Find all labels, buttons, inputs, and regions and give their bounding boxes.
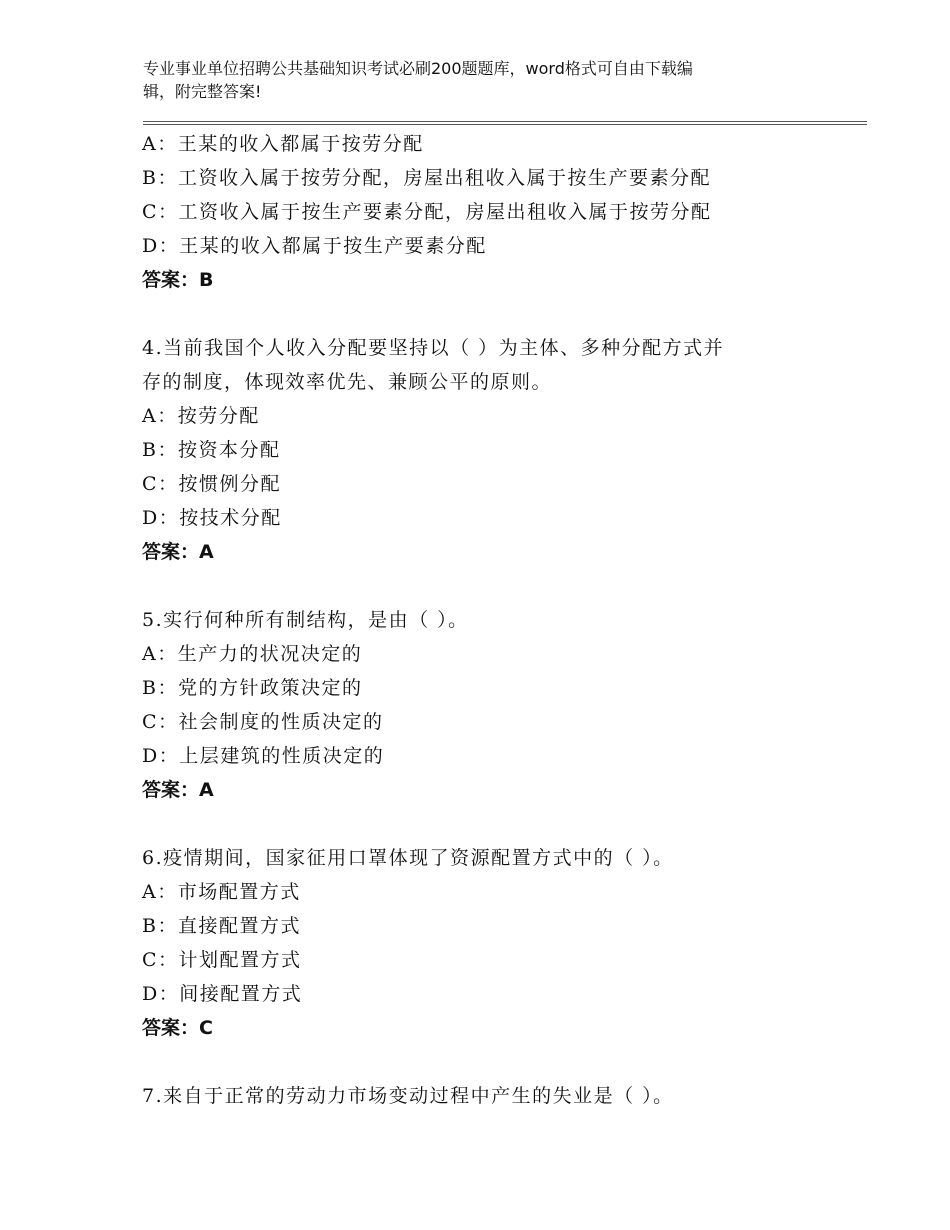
question-7 xyxy=(142,1079,842,1113)
option-a: A：市场配置方式 xyxy=(142,881,301,903)
question-6 xyxy=(142,841,842,1045)
header-line-1: 专业事业单位招聘公共基础知识考试必刷200题题库，word格式可自由下载编 xyxy=(143,59,693,78)
header-rule-top xyxy=(143,121,867,122)
option-a: A：生产力的状况决定的 xyxy=(142,643,363,665)
option-b: B：按资本分配 xyxy=(142,439,281,461)
header-rule-bottom xyxy=(143,124,867,125)
question-list xyxy=(142,127,842,1113)
question-stem-continued: 存的制度，体现效率优先、兼顾公平的原则。 xyxy=(142,371,553,393)
header-line-2: 辑，附完整答案! xyxy=(143,82,262,101)
option-d: D：上层建筑的性质决定的 xyxy=(142,745,385,767)
answer: 答案：A xyxy=(142,779,214,801)
option-d: D：按技术分配 xyxy=(142,507,282,529)
option-d: D：间接配置方式 xyxy=(142,983,303,1005)
option-c: C：按惯例分配 xyxy=(142,473,282,495)
option-c: C：工资收入属于按生产要素分配，房屋出租收入属于按劳分配 xyxy=(142,201,712,223)
option-b: B：直接配置方式 xyxy=(142,915,301,937)
question-4 xyxy=(142,331,842,569)
question-5 xyxy=(142,603,842,807)
option-c: C：社会制度的性质决定的 xyxy=(142,711,384,733)
question-stem: 6.疫情期间，国家征用口罩体现了资源配置方式中的（ ）。 xyxy=(142,847,674,869)
question-stem: 5.实行何种所有制结构，是由（ ）。 xyxy=(142,609,469,631)
question-stem: 4.当前我国个人收入分配要坚持以（ ）为主体、多种分配方式并 xyxy=(142,337,725,359)
option-c: C：计划配置方式 xyxy=(142,949,302,971)
option-a: A：王某的收入都属于按劳分配 xyxy=(142,133,424,155)
answer: 答案：A xyxy=(142,541,214,563)
document-header xyxy=(143,57,793,103)
question-stem: 7.来自于正常的劳动力市场变动过程中产生的失业是（ ）。 xyxy=(142,1085,674,1107)
question-3 xyxy=(142,127,842,297)
option-b: B：党的方针政策决定的 xyxy=(142,677,363,699)
answer: 答案：B xyxy=(142,269,214,291)
answer: 答案：C xyxy=(142,1017,213,1039)
option-a: A：按劳分配 xyxy=(142,405,260,427)
option-b: B：工资收入属于按劳分配，房屋出租收入属于按生产要素分配 xyxy=(142,167,711,189)
option-d: D：王某的收入都属于按生产要素分配 xyxy=(142,235,487,257)
